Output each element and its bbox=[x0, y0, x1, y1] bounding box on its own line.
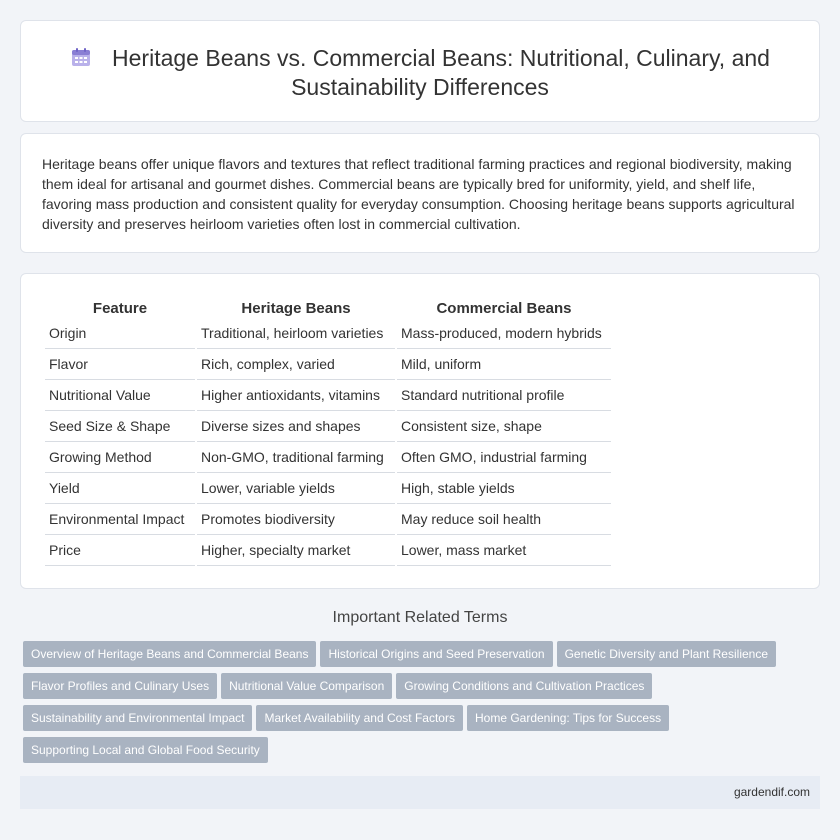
cell-feature: Seed Size & Shape bbox=[45, 411, 195, 442]
cell-commercial: Mild, uniform bbox=[397, 349, 611, 380]
related-terms-tags bbox=[23, 641, 783, 769]
related-term-tag[interactable]: Market Availability and Cost Factors bbox=[256, 705, 463, 731]
cell-feature: Yield bbox=[45, 473, 195, 504]
cell-heritage: Higher, specialty market bbox=[197, 535, 395, 566]
cell-commercial: Standard nutritional profile bbox=[397, 380, 611, 411]
table-header-row bbox=[45, 296, 611, 318]
cell-heritage: Lower, variable yields bbox=[197, 473, 395, 504]
table-row bbox=[45, 380, 611, 411]
calendar-icon bbox=[70, 46, 92, 68]
cell-commercial: Lower, mass market bbox=[397, 535, 611, 566]
comparison-card bbox=[20, 273, 820, 589]
related-term-tag[interactable]: Sustainability and Environmental Impact bbox=[23, 705, 252, 731]
related-term-tag[interactable]: Nutritional Value Comparison bbox=[221, 673, 392, 699]
cell-feature: Flavor bbox=[45, 349, 195, 380]
title-card bbox=[20, 20, 820, 122]
table-row bbox=[45, 349, 611, 380]
cell-feature: Growing Method bbox=[45, 442, 195, 473]
table-row bbox=[45, 473, 611, 504]
cell-commercial: Often GMO, industrial farming bbox=[397, 442, 611, 473]
related-term-tag[interactable]: Historical Origins and Seed Preservation bbox=[320, 641, 552, 667]
cell-commercial: May reduce soil health bbox=[397, 504, 611, 535]
table-row bbox=[45, 504, 611, 535]
table-row bbox=[45, 442, 611, 473]
related-term-tag[interactable]: Home Gardening: Tips for Success bbox=[467, 705, 669, 731]
cell-heritage: Traditional, heirloom varieties bbox=[197, 318, 395, 349]
related-term-tag[interactable]: Growing Conditions and Cultivation Practices bbox=[396, 673, 652, 699]
page-title-text: Heritage Beans vs. Commercial Beans: Nutritional, Culinary, and Sustainability Differences bbox=[112, 45, 770, 100]
cell-heritage: Promotes biodiversity bbox=[197, 504, 395, 535]
intro-paragraph: Heritage beans offer unique flavors and textures that reflect traditional farming practices and regional biodiversity, making them ideal for artisanal and gourmet dishes. Commercial beans are typically bred for uniformity, yield, and shelf life, favoring mass production and consistent quality for everyday consumption. Choosing heritage beans supports agricultural diversity and preserves heirloom varieties often lost in commercial cultivation. bbox=[42, 156, 795, 232]
table-row bbox=[45, 411, 611, 442]
comparison-table bbox=[43, 296, 613, 566]
table-row bbox=[45, 318, 611, 349]
header-heritage: Heritage Beans bbox=[241, 299, 351, 317]
related-term-tag[interactable]: Overview of Heritage Beans and Commercial Beans bbox=[23, 641, 316, 667]
intro-card bbox=[20, 133, 820, 253]
related-term-tag[interactable]: Flavor Profiles and Culinary Uses bbox=[23, 673, 217, 699]
footer bbox=[20, 776, 820, 809]
cell-commercial: Consistent size, shape bbox=[397, 411, 611, 442]
header-commercial: Commercial Beans bbox=[436, 299, 572, 317]
header-feature: Feature bbox=[92, 299, 148, 317]
cell-commercial: Mass-produced, modern hybrids bbox=[397, 318, 611, 349]
related-terms-heading: Important Related Terms bbox=[332, 609, 508, 626]
cell-feature: Price bbox=[45, 535, 195, 566]
page-title bbox=[21, 44, 819, 102]
cell-heritage: Higher antioxidants, vitamins bbox=[197, 380, 395, 411]
related-term-tag[interactable]: Genetic Diversity and Plant Resilience bbox=[557, 641, 776, 667]
cell-heritage: Diverse sizes and shapes bbox=[197, 411, 395, 442]
cell-heritage: Non-GMO, traditional farming bbox=[197, 442, 395, 473]
cell-feature: Nutritional Value bbox=[45, 380, 195, 411]
cell-feature: Environmental Impact bbox=[45, 504, 195, 535]
cell-feature: Origin bbox=[45, 318, 195, 349]
cell-commercial: High, stable yields bbox=[397, 473, 611, 504]
table-row bbox=[45, 535, 611, 566]
related-term-tag[interactable]: Supporting Local and Global Food Security bbox=[23, 737, 268, 763]
title-wrap bbox=[21, 44, 819, 102]
table-body bbox=[45, 318, 611, 566]
cell-heritage: Rich, complex, varied bbox=[197, 349, 395, 380]
footer-site-link[interactable]: gardendif.com bbox=[733, 785, 810, 799]
